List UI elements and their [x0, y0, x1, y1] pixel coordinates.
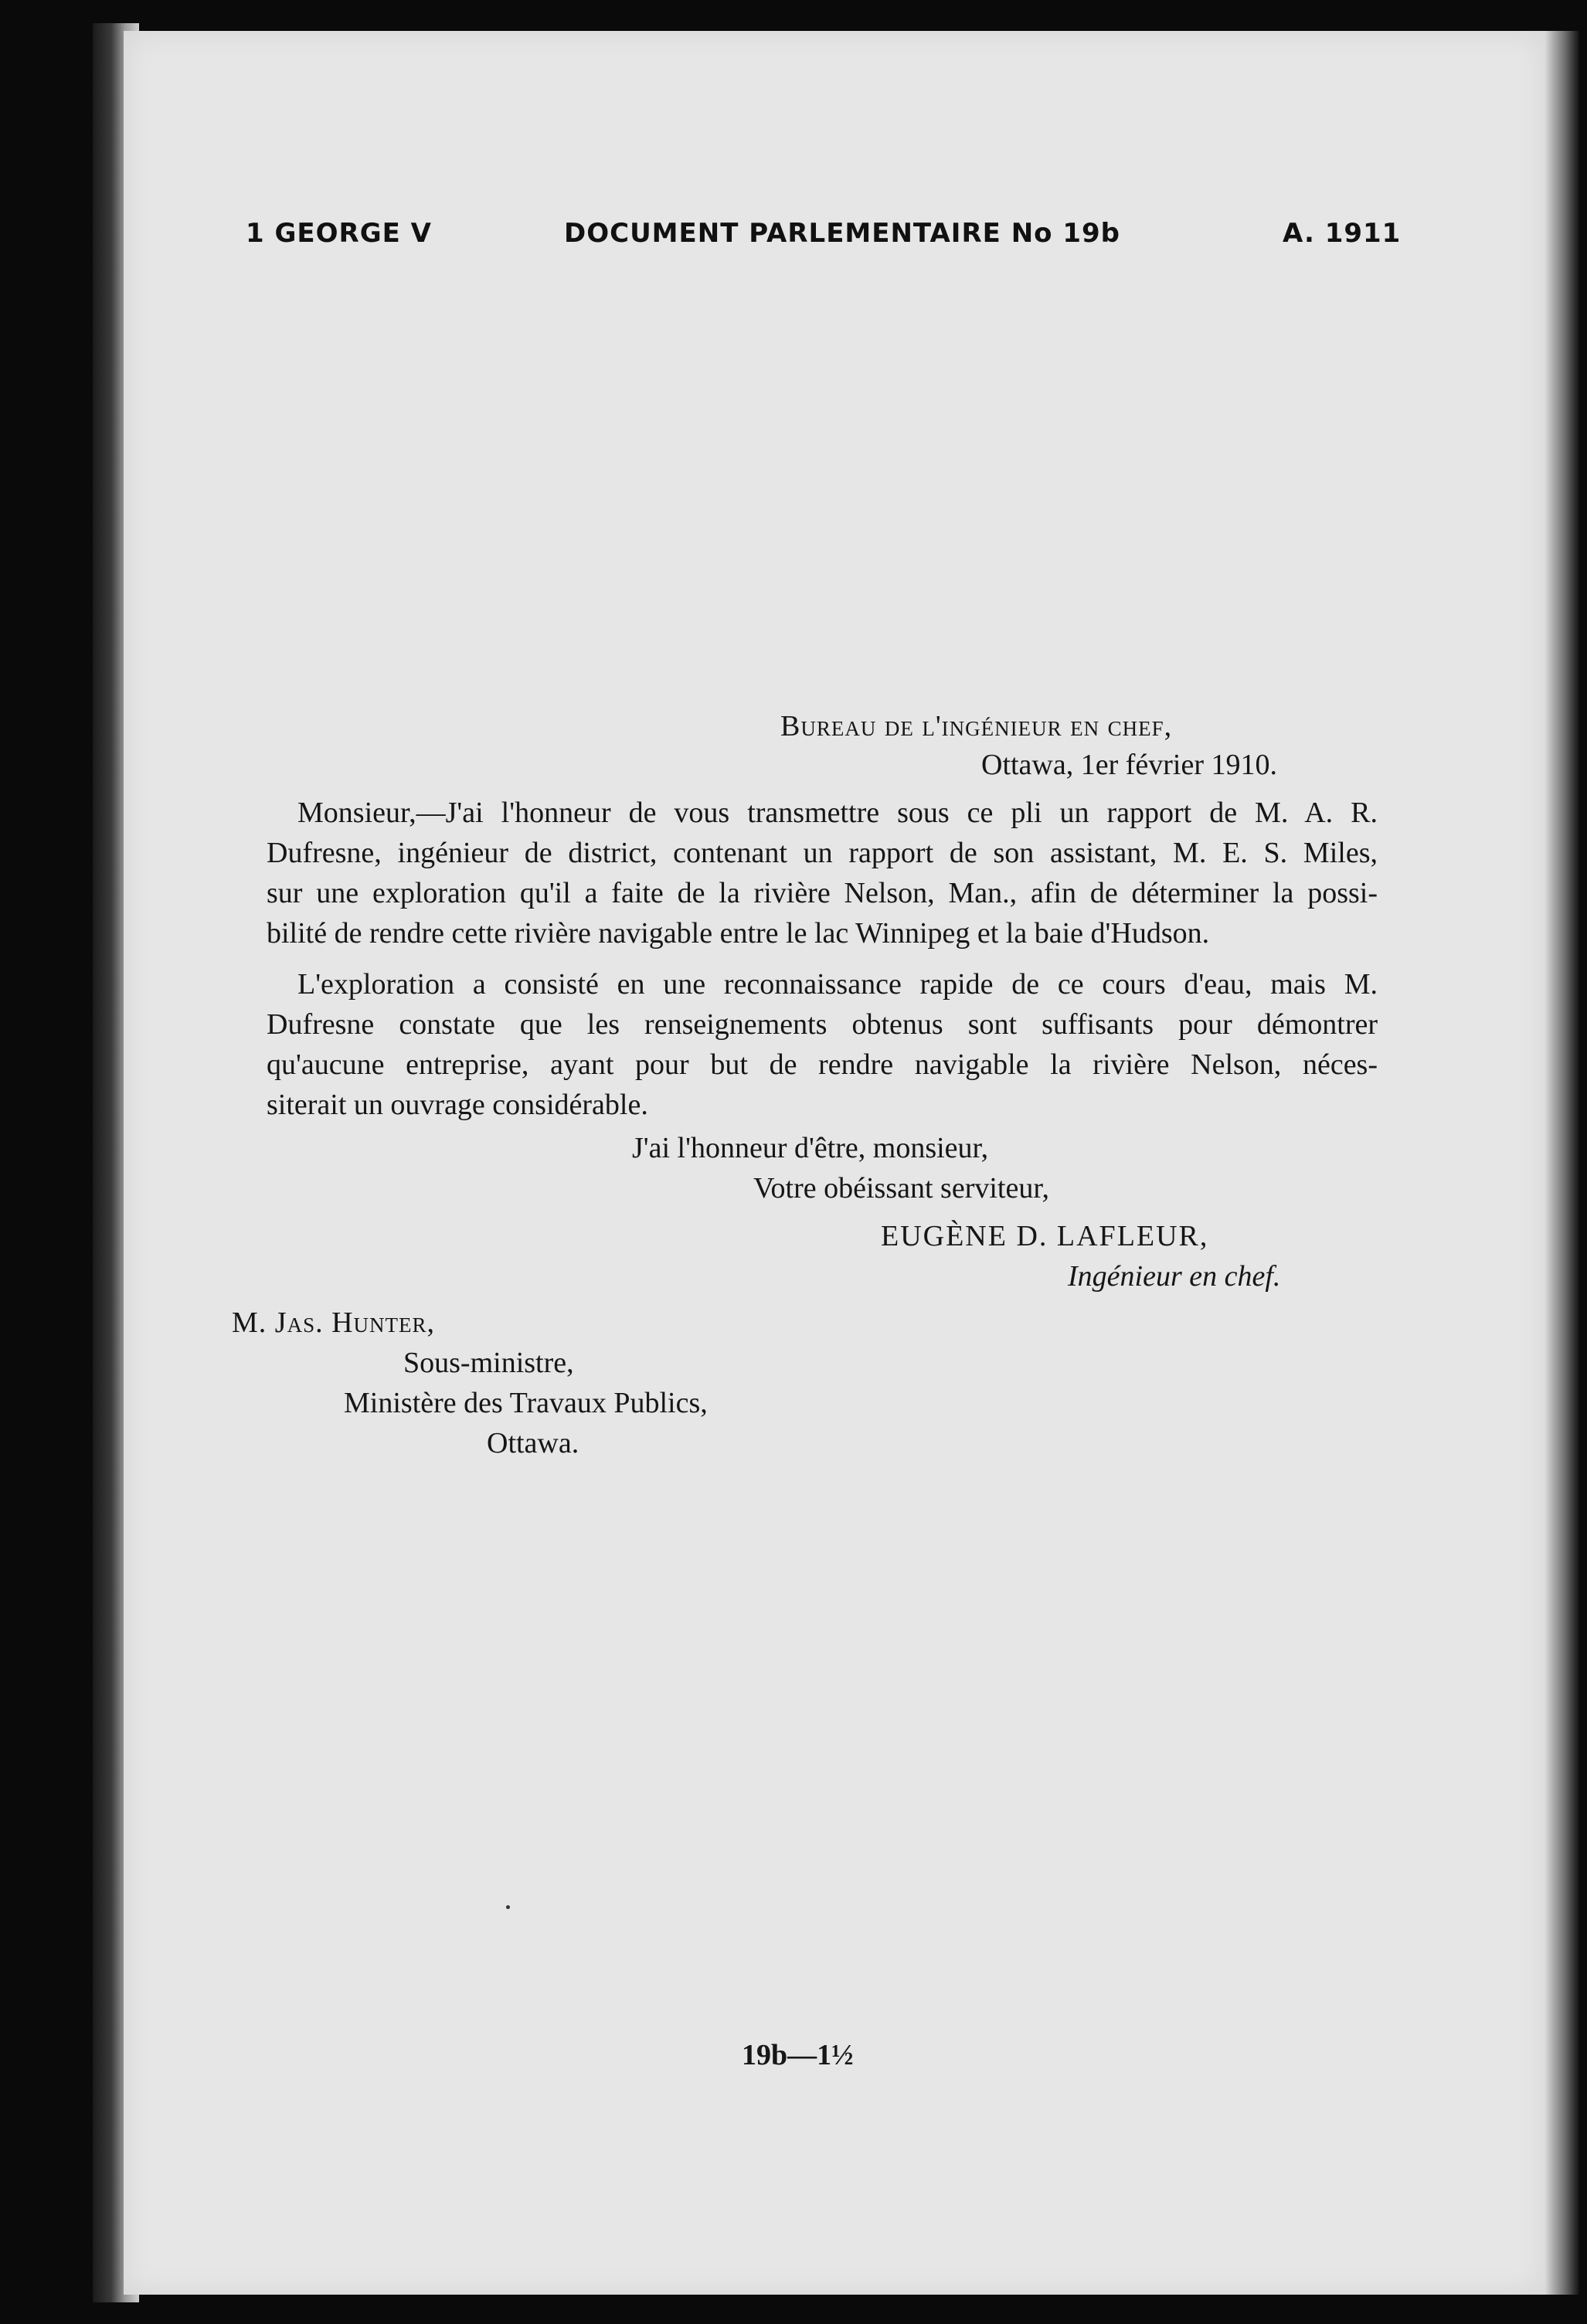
dateline-place-date: Ottawa, 1er février 1910.	[981, 749, 1278, 781]
paragraph-1-line: sur une exploration qu'il a faite de la rivière Nelson, Man., afin de déterminer la possi-	[267, 877, 1378, 909]
page-folio: 19b—1½	[742, 2039, 854, 2071]
addressee-city: Ottawa.	[487, 1427, 579, 1459]
paragraph-2-line: L'exploration a consisté en une reconnaissance rapide de ce cours d'eau, mais M.	[297, 968, 1378, 1001]
header-center: DOCUMENT PARLEMENTAIRE No 19b	[564, 218, 1120, 249]
addressee-position: Sous-ministre,	[403, 1347, 574, 1379]
closing-line-1: J'ai l'honneur d'être, monsieur,	[632, 1132, 989, 1164]
speck	[506, 1905, 510, 1909]
header-left: 1 GEORGE V	[246, 218, 432, 249]
paragraph-2-line: qu'aucune entreprise, ayant pour but de rendre navigable la rivière Nelson, néces-	[267, 1048, 1378, 1081]
addressee-ministry: Ministère des Travaux Publics,	[344, 1387, 708, 1419]
addressee-name: M. Jas. Hunter,	[232, 1306, 436, 1339]
paragraph-1-line: Dufresne, ingénieur de district, contenant un rapport de son assistant, M. E. S. Miles,	[267, 837, 1378, 869]
header-right: A. 1911	[1283, 218, 1402, 249]
signature: EUGÈNE D. LAFLEUR,	[881, 1220, 1209, 1252]
closing-line-2: Votre obéissant serviteur,	[753, 1172, 1049, 1204]
dateline-office: Bureau de l'ingénieur en chef,	[780, 710, 1173, 742]
signature-title: Ingénieur en chef.	[1068, 1260, 1281, 1293]
paragraph-2-line: Dufresne constate que les renseignements obtenus sont suffisants pour démontrer	[267, 1008, 1378, 1041]
paragraph-1-line: Monsieur,—J'ai l'honneur de vous transmettre sous ce pli un rapport de M. A. R.	[297, 797, 1378, 829]
paragraph-2-line: siterait un ouvrage considérable.	[267, 1089, 648, 1121]
paragraph-1-line: bilité de rendre cette rivière navigable entre le lac Winnipeg et la baie d'Hudson.	[267, 917, 1210, 950]
page-edge	[1545, 31, 1579, 2295]
